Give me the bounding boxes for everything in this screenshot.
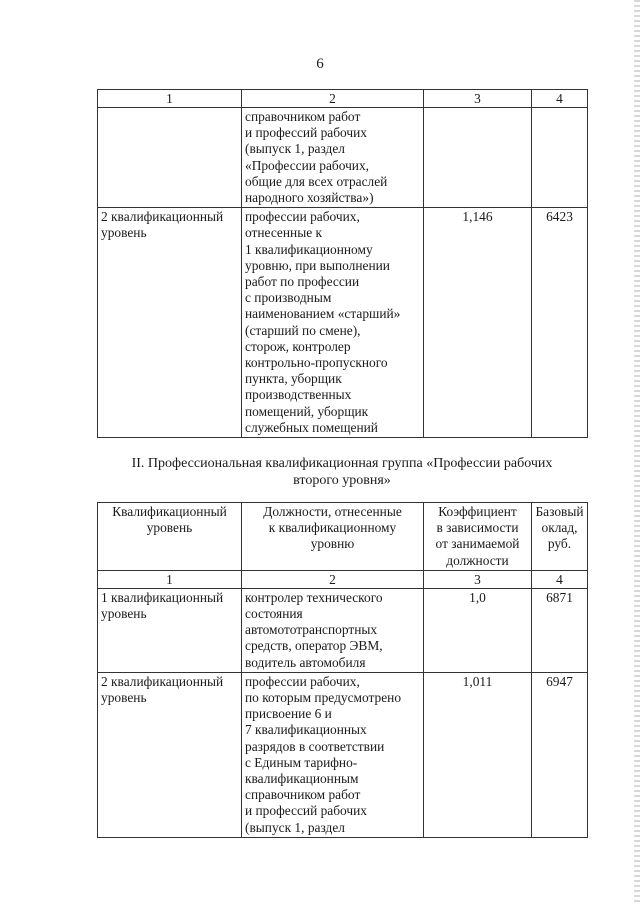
header-row [98,503,588,571]
salary-table-second-level [97,502,588,838]
column-number: 4 [532,570,588,588]
positions-cell: профессии рабочих, по которым предусмотрено присвоение 6 и 7 квалификационных разрядов в соответствии с Единым тарифно- квалификационным справочником работ и профессий рабочих (выпуск 1, раздел [242,672,424,837]
header-coefficient: Коэффициент в зависимости от занимаемой должности [424,503,532,571]
table-row [98,108,588,208]
positions-cell: справочником работ и профессий рабочих (выпуск 1, раздел «Профессии рабочих, общие для всех отраслей народного хозяйства») [242,108,424,208]
salary-table-continued [97,89,588,438]
coefficient-cell: 1,011 [424,672,532,837]
scan-edge-border [634,0,640,905]
page-number: 6 [316,56,324,72]
qualification-level-cell: 1 квалификационный уровень [98,588,242,672]
table-row [98,672,588,837]
column-number-row [98,570,588,588]
header-base-salary: Базовый оклад, руб. [532,503,588,571]
column-number-row [98,90,588,108]
header-positions: Должности, отнесенные к квалификационному уровню [242,503,424,571]
column-number: 3 [424,90,532,108]
positions-cell: профессии рабочих, отнесенные к 1 квалификационному уровню, при выполнении работ по профессии с производным наименованием «старший» (старший по смене), сторож, контролер контрольно-пропускного пункта, уборщик производственных помещений, уборщик служебных помещений [242,208,424,438]
coefficient-cell: 1,0 [424,588,532,672]
base-salary-cell [532,108,588,208]
column-number: 2 [242,90,424,108]
table-row [98,588,588,672]
column-number: 3 [424,570,532,588]
base-salary-cell: 6423 [532,208,588,438]
coefficient-cell [424,108,532,208]
header-qualification-level: Квалификационный уровень [98,503,242,571]
column-number: 1 [98,570,242,588]
base-salary-cell: 6871 [532,588,588,672]
column-number: 2 [242,570,424,588]
qualification-level-cell [98,108,242,208]
qualification-level-cell: 2 квалификационный уровень [98,208,242,438]
column-number: 4 [532,90,588,108]
table-row [98,208,588,438]
positions-cell: контролер технического состояния автомототранспортных средств, оператор ЭВМ, водитель автомобиля [242,588,424,672]
coefficient-cell: 1,146 [424,208,532,438]
column-number: 1 [98,90,242,108]
section-heading: II. Профессиональная квалификационная группа «Профессии рабочих второго уровня» [131,456,553,488]
qualification-level-cell: 2 квалификационный уровень [98,672,242,837]
base-salary-cell: 6947 [532,672,588,837]
